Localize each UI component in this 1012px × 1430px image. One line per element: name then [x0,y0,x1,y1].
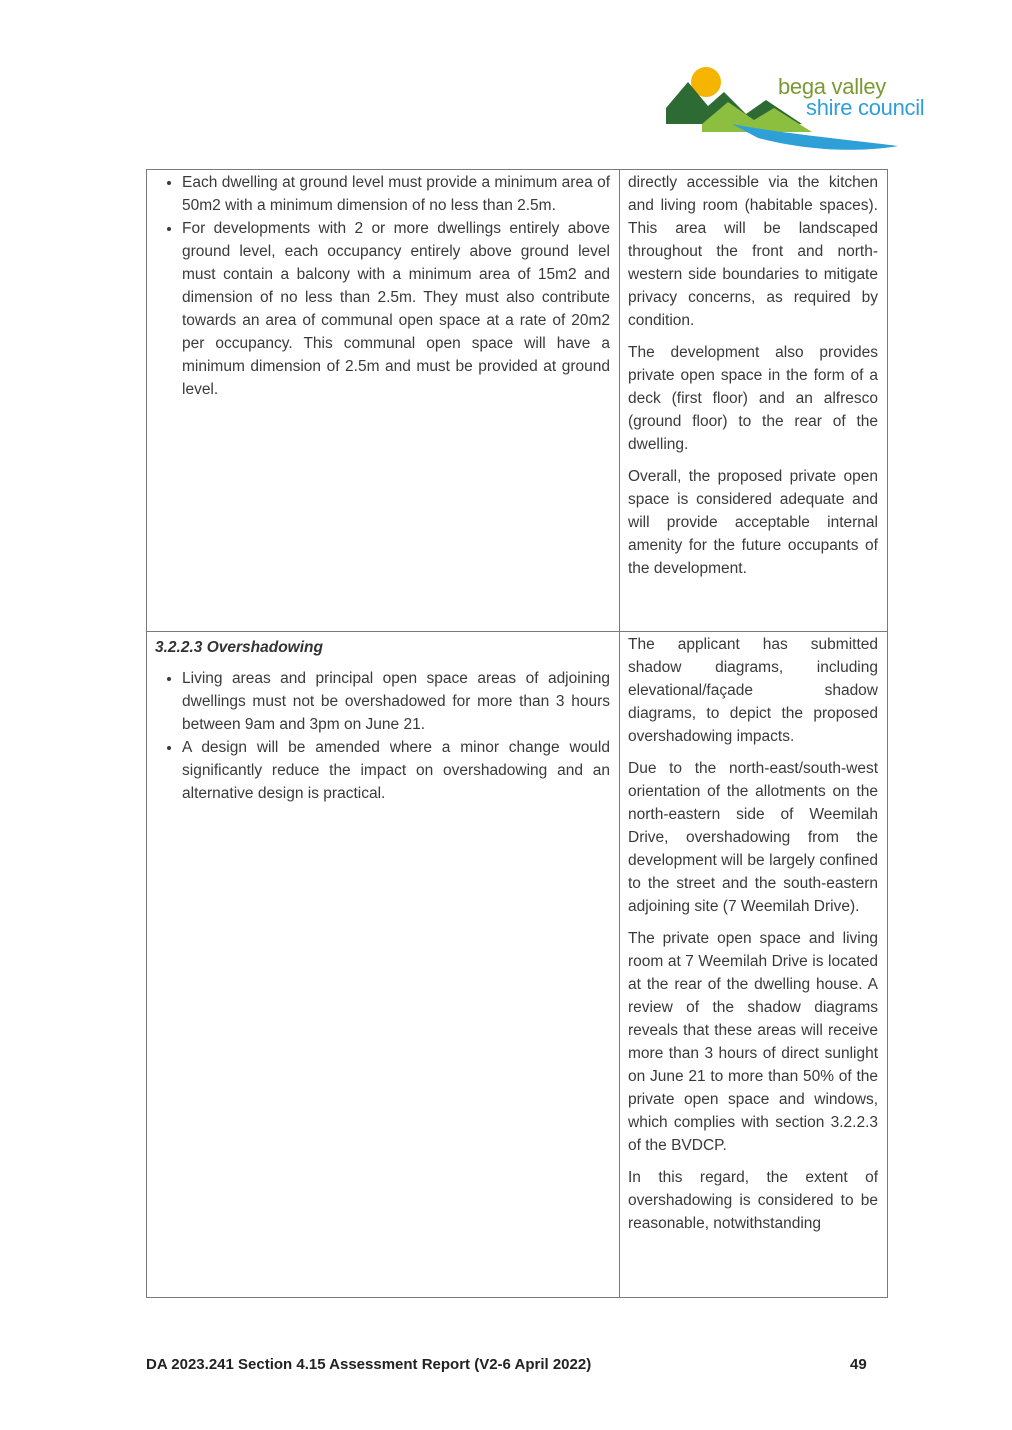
assessment-paragraph: The private open space and living room at 7 Weemilah Drive is located at the rear of the dwelling house. A review of the shadow diagrams reveals that these areas will receive more than 3 hours of direct sunlight on June 21 to more than 50% of the private open space and windows, which complies with section 3.2.2.3 of the BVDCP. [628,930,878,1154]
control-bullet: • Each dwelling at ground level must provide a minimum area of 50m2 with a minimum dimension of no less than 2.5m. [182,171,610,217]
council-logo [662,62,938,154]
assessment-paragraph: Due to the north-east/south-west orientation of the allotments on the north-eastern side of Weemilah Drive, overshadowing from the development will be largely confined to the street and the south-eastern adjoining site (7 Weemilah Drive). [628,760,878,915]
control-bullet-list [155,171,610,401]
assessment-cell [620,170,888,632]
assessment-paragraph: In this regard, the extent of overshadowing is considered to be reasonable, notwithstanding [628,1169,878,1232]
control-bullet: • Living areas and principal open space areas of adjoining dwellings must not be overshadowed for more than 3 hours between 9am and 3pm on June 21. [182,667,610,736]
assessment-cell [620,632,888,1298]
logo-wordmark [778,76,924,118]
control-bullet-list [155,667,610,805]
table-row [147,170,888,632]
logo-line-1: bega valley [778,74,886,99]
assessment-paragraph: Overall, the proposed private open space is considered adequate and will provide acceptable internal amenity for the future occupants of the development. [628,468,878,577]
assessment-table [146,169,888,1298]
control-cell [147,632,620,1298]
footer-title: DA 2023.241 Section 4.15 Assessment Report (V2-6 April 2022) [146,1356,592,1373]
page-number: 49 [850,1356,867,1373]
control-cell [147,170,620,632]
control-bullet: • For developments with 2 or more dwellings entirely above ground level, each occupancy entirely above ground level must contain a balcony with a minimum area of 15m2 and dimension of no less than 2.5m. They must also contribute towards an area of communal open space at a rate of 20m2 per occupancy. This communal open space will have a minimum dimension of 2.5m and must be provided at ground level. [182,217,610,401]
assessment-paragraph: The applicant has submitted shadow diagrams, including elevational/façade shadow diagrams, to depict the proposed overshadowing impacts. [628,636,878,745]
table-row [147,632,888,1298]
control-bullet: • A design will be amended where a minor change would significantly reduce the impact on overshadowing and an alternative design is practical. [182,736,610,805]
section-heading: 3.2.2.3 Overshadowing [155,639,323,656]
assessment-paragraph: directly accessible via the kitchen and living room (habitable spaces). This area will be landscaped throughout the front and north-western side boundaries to mitigate privacy concerns, as required by condition. [628,174,878,329]
logo-line-2: shire council [806,95,925,120]
assessment-paragraph: The development also provides private open space in the form of a deck (first floor) and an alfresco (ground floor) to the rear of the dwelling. [628,344,878,453]
